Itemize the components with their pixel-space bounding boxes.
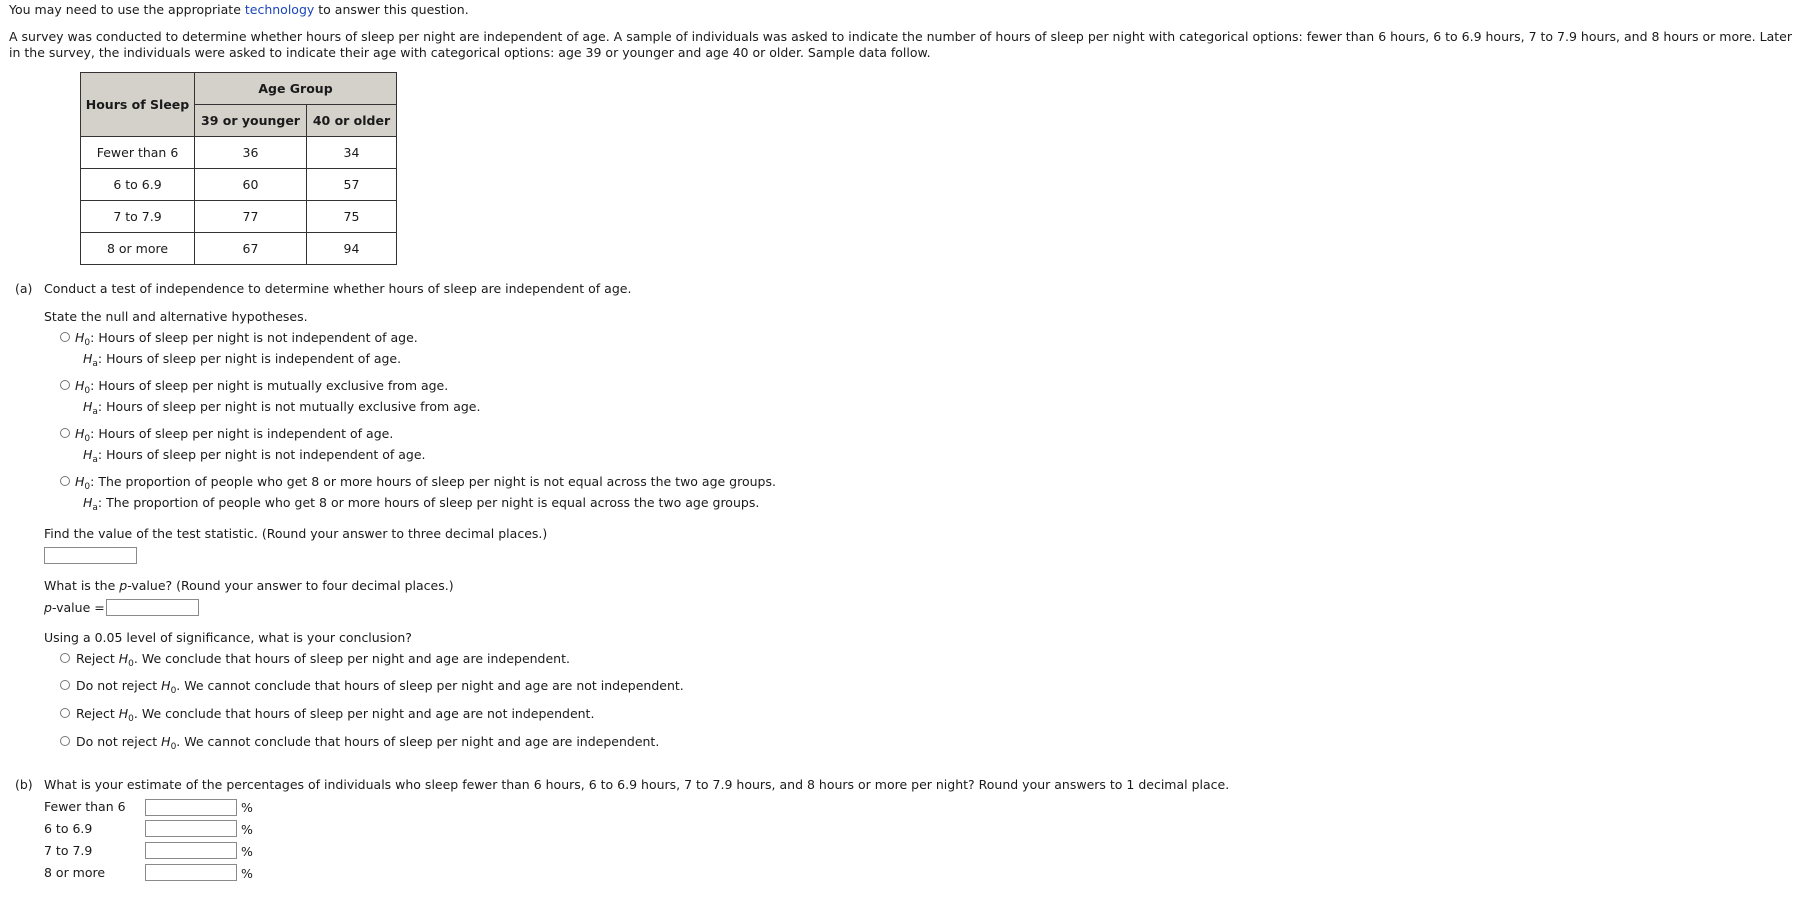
row-label: Fewer than 6 (81, 137, 195, 169)
test-statistic-prompt: Find the value of the test statistic. (Round your answer to three decimal places.) (44, 526, 548, 541)
estimate-label-7-to-7-9: 7 to 7.9 (44, 843, 93, 858)
ha-subscript: a (92, 407, 98, 417)
pvalue-prompt (44, 578, 454, 593)
h0-subscript: 0 (128, 714, 134, 724)
h0-subscript: 0 (84, 434, 91, 444)
part-a-question: Conduct a test of independence to determine whether hours of sleep are independent of age. (44, 281, 632, 296)
ha-text: : Hours of sleep per night is not mutually exclusive from age. (97, 399, 481, 414)
hypothesis-option-3-h0 (75, 426, 393, 444)
sleep-age-table (80, 72, 397, 265)
conclusion-option-3-label (76, 706, 594, 724)
table-row (81, 233, 397, 265)
hypothesis-option-1-radio[interactable] (60, 332, 70, 342)
pvalue-label (44, 600, 105, 615)
estimate-input-6-to-6-9[interactable] (145, 820, 237, 837)
table-cell: 75 (307, 201, 397, 233)
conclusion-pre: Reject (76, 706, 119, 721)
h0-subscript: 0 (170, 686, 177, 696)
h0-symbol: H (75, 330, 85, 345)
hypothesis-option-3-radio[interactable] (60, 428, 70, 438)
hypothesis-option-4-radio[interactable] (60, 476, 70, 486)
estimate-input-7-to-7-9[interactable] (145, 842, 237, 859)
conclusion-option-2-radio[interactable] (60, 680, 70, 690)
conclusion-post: . We cannot conclude that hours of sleep per night and age are not independent. (176, 678, 684, 693)
h0-symbol: H (118, 651, 129, 666)
estimate-input-8-or-more[interactable] (145, 864, 237, 881)
ha-symbol: H (83, 495, 93, 510)
table-cell: 94 (307, 233, 397, 265)
h0-symbol: H (161, 734, 171, 749)
h0-symbol: H (161, 678, 171, 693)
hypothesis-option-2-radio[interactable] (60, 380, 70, 390)
row-header: Hours of Sleep (81, 73, 195, 137)
group-header: Age Group (195, 73, 397, 105)
ha-text: : Hours of sleep per night is not independent of age. (97, 447, 426, 462)
h0-symbol: H (75, 426, 85, 441)
table-row (81, 137, 397, 169)
conclusion-pre: Do not reject (76, 678, 162, 693)
intro-prefix: You may need to use the appropriate (9, 2, 241, 17)
conclusion-option-2-label (76, 678, 684, 696)
h0-subscript: 0 (84, 338, 91, 348)
hypotheses-prompt: State the null and alternative hypotheses. (44, 309, 308, 324)
pvalue-prompt-post: -value? (Round your answer to four decimal places.) (127, 578, 454, 593)
part-b-question: What is your estimate of the percentages of individuals who sleep fewer than 6 hours, 6 to 6.9 hours, 7 to 7.9 hours, and 8 hours or more per night? Round your answers to 1 decimal place. (44, 777, 1230, 792)
conclusion-post: . We conclude that hours of sleep per night and age are independent. (133, 651, 570, 666)
estimate-input-fewer-than-6[interactable] (145, 799, 237, 816)
percent-unit: % (241, 844, 253, 859)
pvalue-label-p: p (44, 600, 52, 615)
hypothesis-option-3-ha (83, 447, 426, 465)
hypothesis-option-2-ha (83, 399, 480, 417)
conclusion-prompt: Using a 0.05 level of significance, what is your conclusion? (44, 630, 412, 645)
ha-subscript: a (92, 359, 98, 369)
conclusion-pre: Do not reject (76, 734, 162, 749)
conclusion-option-1-radio[interactable] (60, 653, 70, 663)
hypothesis-option-1-h0 (75, 330, 418, 348)
table-cell: 60 (195, 169, 307, 201)
row-label: 6 to 6.9 (81, 169, 195, 201)
column-header-40-or-older: 40 or older (307, 105, 397, 137)
part-a-label: (a) (15, 281, 33, 296)
pvalue-input[interactable] (106, 599, 199, 616)
estimate-label-fewer-than-6: Fewer than 6 (44, 799, 126, 814)
h0-symbol: H (75, 474, 85, 489)
test-statistic-input[interactable] (44, 547, 137, 564)
h0-subscript: 0 (128, 659, 134, 669)
h0-text: : The proportion of people who get 8 or more hours of sleep per night is not equal across the two age groups. (90, 474, 776, 489)
h0-subscript: 0 (84, 386, 91, 396)
hypothesis-option-2-h0 (75, 378, 448, 396)
ha-symbol: H (83, 399, 93, 414)
conclusion-option-4-label (76, 734, 659, 752)
ha-text: : Hours of sleep per night is independent of age. (97, 351, 402, 366)
hypothesis-option-4-ha (83, 495, 759, 513)
pvalue-prompt-pre: What is the (44, 578, 120, 593)
ha-text: : The proportion of people who get 8 or more hours of sleep per night is equal across the two age groups. (97, 495, 760, 510)
table-cell: 77 (195, 201, 307, 233)
part-b-label: (b) (15, 777, 33, 792)
table-cell: 67 (195, 233, 307, 265)
pvalue-prompt-p: p (119, 578, 128, 593)
percent-unit: % (241, 800, 253, 815)
intro-line (9, 2, 469, 17)
h0-subscript: 0 (84, 482, 91, 492)
pvalue-label-text: -value = (51, 600, 105, 615)
estimate-label-8-or-more: 8 or more (44, 865, 106, 880)
row-label: 7 to 7.9 (81, 201, 195, 233)
conclusion-option-1-label (76, 651, 570, 669)
percent-unit: % (241, 866, 253, 881)
ha-symbol: H (83, 447, 93, 462)
table-row (81, 201, 397, 233)
conclusion-option-4-radio[interactable] (60, 736, 70, 746)
row-label: 8 or more (81, 233, 195, 265)
percent-unit: % (241, 822, 253, 837)
conclusion-option-3-radio[interactable] (60, 708, 70, 718)
table-cell: 57 (307, 169, 397, 201)
estimate-label-6-to-6-9: 6 to 6.9 (44, 821, 93, 836)
h0-text: : Hours of sleep per night is mutually exclusive from age. (90, 378, 449, 393)
h0-symbol: H (75, 378, 85, 393)
h0-text: : Hours of sleep per night is independent of age. (90, 426, 394, 441)
hypothesis-option-4-h0 (75, 474, 776, 492)
conclusion-post: . We cannot conclude that hours of sleep per night and age are independent. (176, 734, 660, 749)
problem-paragraph: A survey was conducted to determine whether hours of sleep per night are independent of age. A sample of individuals was asked to indicate the number of hours of sleep per night with categorical options: fewer than 6 hours, 6 to 6.9 hours, 7 to 7.9 hours, and 8 hours or more. Later in the survey, the individuals were asked to indicate their age with categorical options: age 39 or younger and age 40 or older. Sample data follow. (9, 29, 1792, 60)
ha-subscript: a (92, 503, 98, 513)
table-cell: 36 (195, 137, 307, 169)
conclusion-pre: Reject (76, 651, 119, 666)
intro-suffix: to answer this question. (318, 2, 469, 17)
hypothesis-option-1-ha (83, 351, 401, 369)
ha-subscript: a (92, 455, 98, 465)
technology-link[interactable]: technology (244, 2, 315, 17)
table-row (81, 169, 397, 201)
h0-subscript: 0 (170, 742, 177, 752)
conclusion-post: . We conclude that hours of sleep per night and age are not independent. (133, 706, 595, 721)
h0-symbol: H (118, 706, 129, 721)
ha-symbol: H (83, 351, 93, 366)
table-cell: 34 (307, 137, 397, 169)
column-header-39-or-younger: 39 or younger (195, 105, 307, 137)
h0-text: : Hours of sleep per night is not independent of age. (90, 330, 418, 345)
